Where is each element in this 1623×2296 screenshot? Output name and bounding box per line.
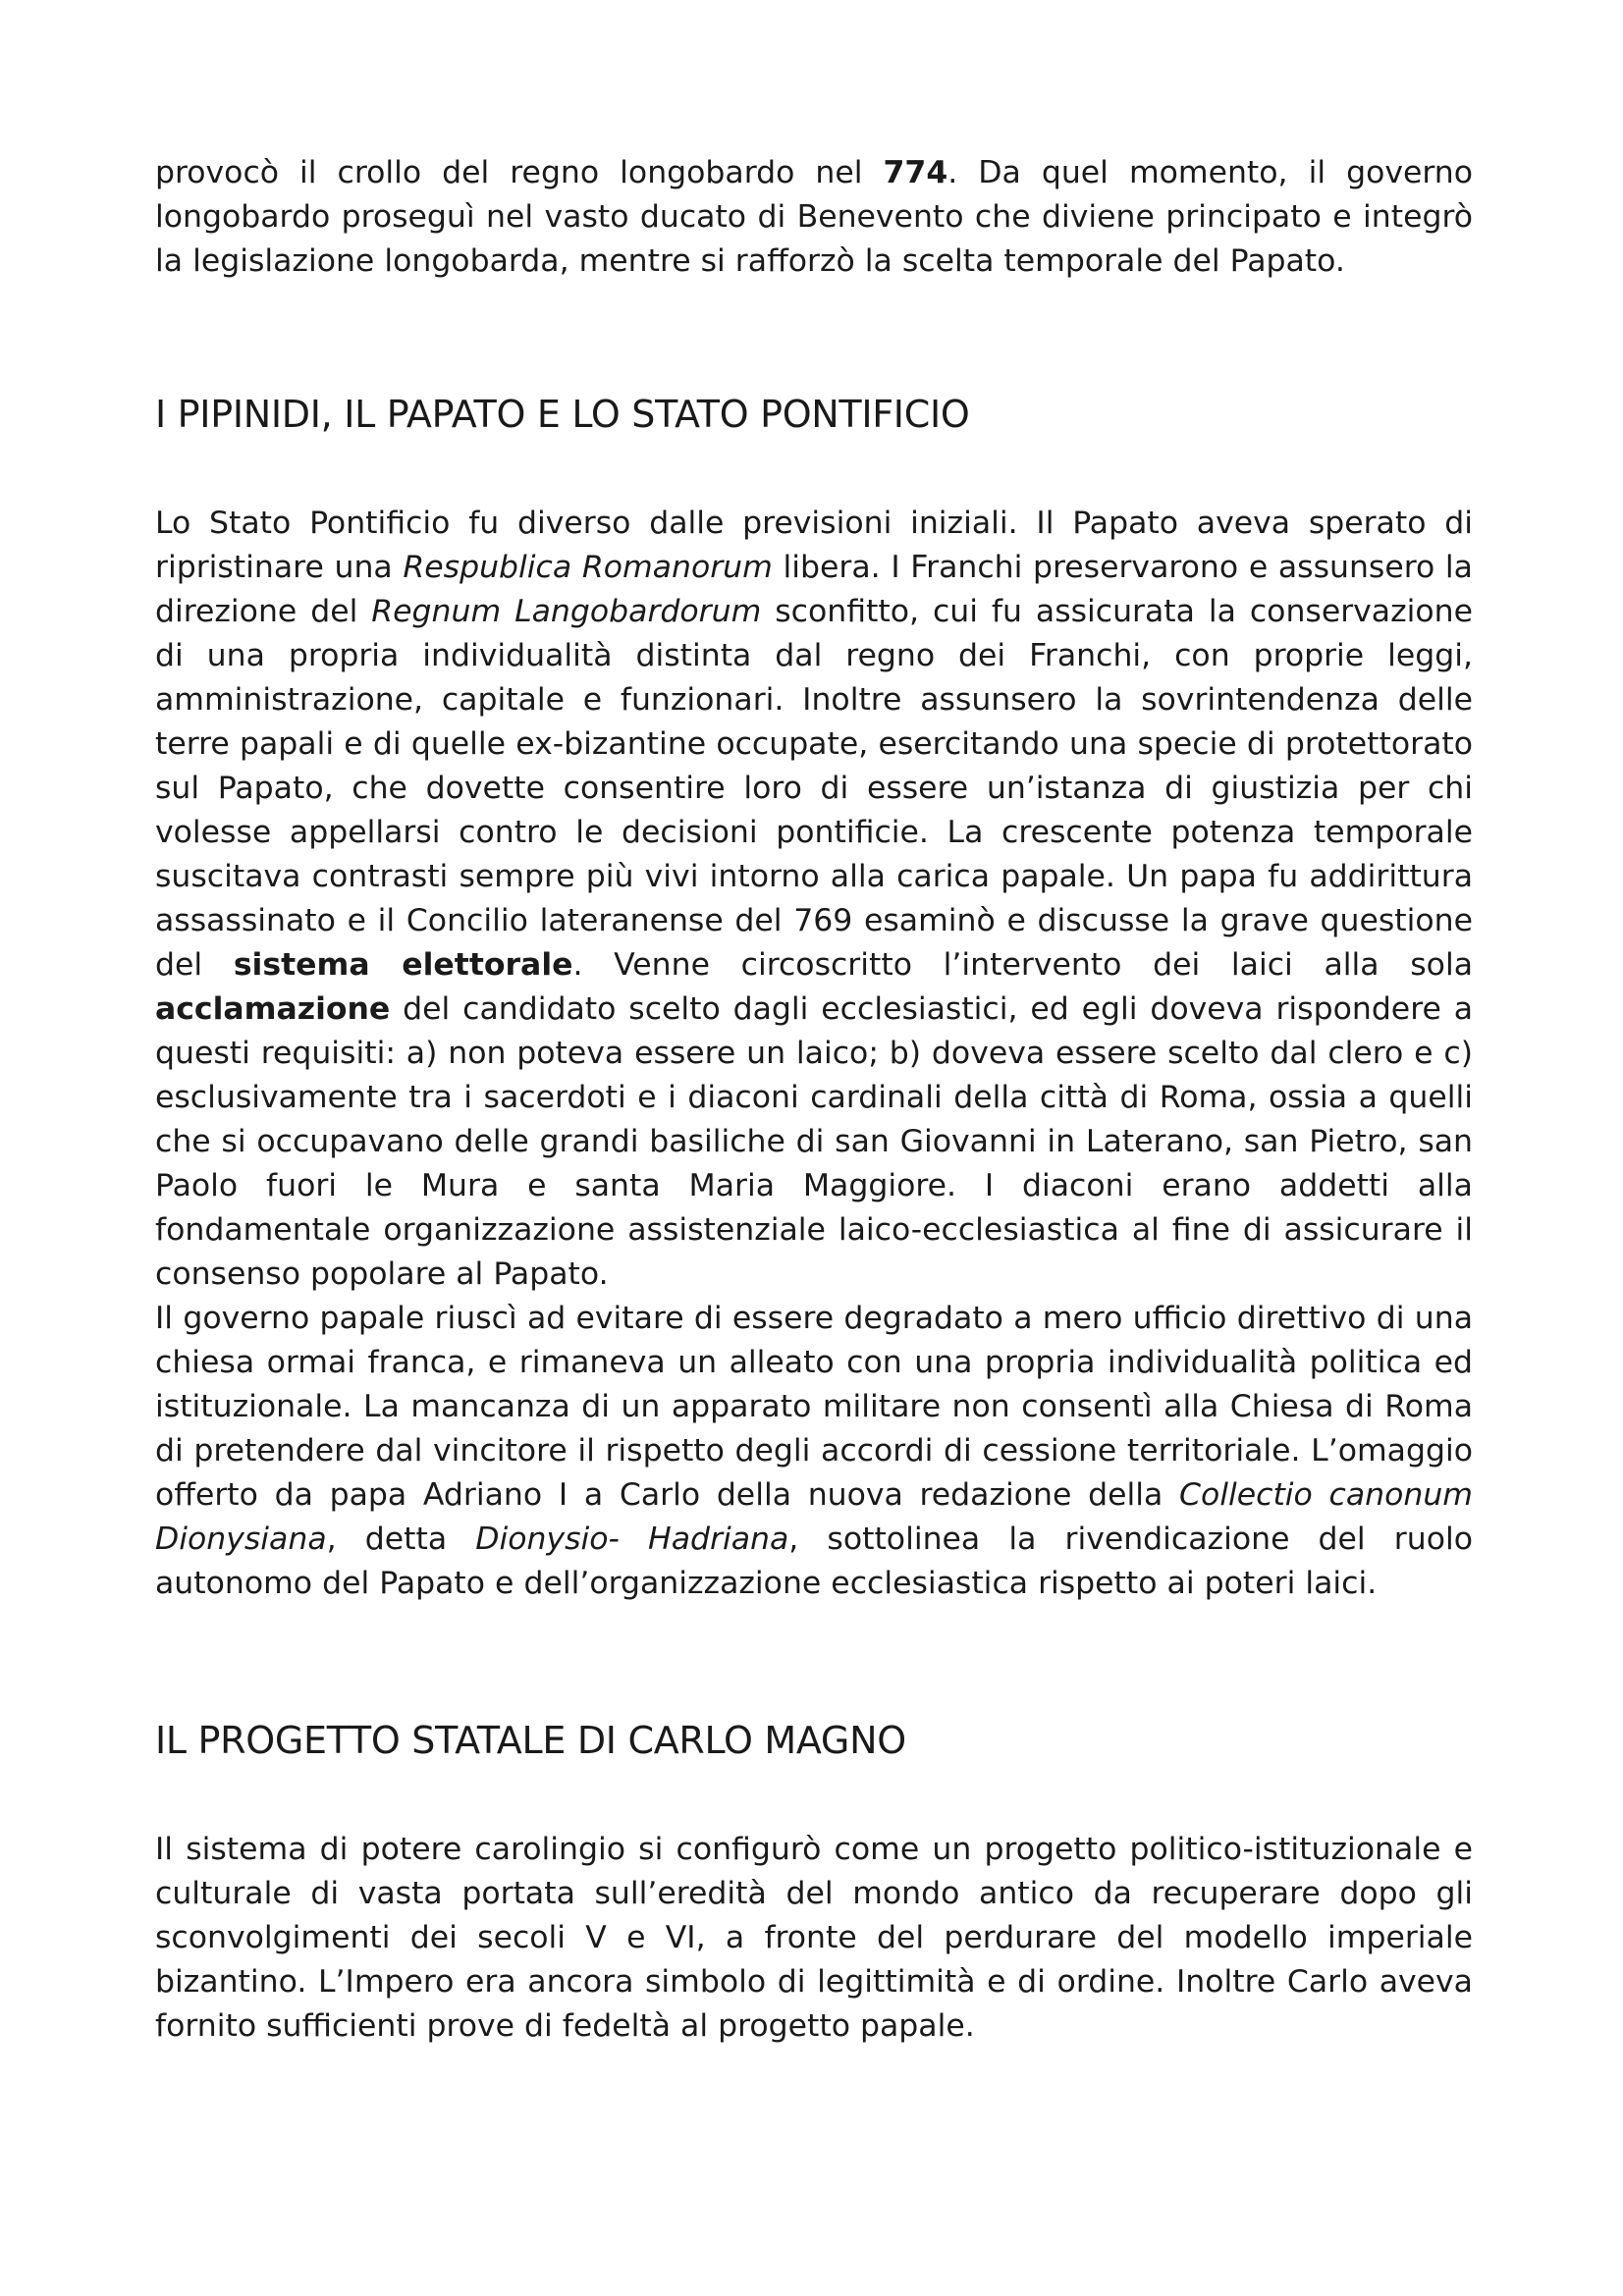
text-run: Lo Stato Pontificio fu diverso dalle previsioni iniziali. Il Papato aveva sperato di ripristinare una [155, 506, 1473, 585]
italic-term: Collectio canonum Dionysiana [155, 1477, 1473, 1557]
paragraph-governo-papale [155, 1297, 1473, 1606]
text-run: , sottolinea la rivendicazione del ruolo autonomo del Papato e dell’organizzazione ecclesiastica rispetto ai poteri laici. [155, 1522, 1473, 1601]
text-run: , detta [326, 1522, 476, 1557]
bold-year: 774 [883, 155, 948, 190]
text-run: sconfitto, cui fu assicurata la conservazione di una propria individualità distinta dal regno dei Franchi, con proprie leggi, amministrazione, capitale e funzionari. Inoltre assunsero la sovrintendenza delle terre papali e di quelle ex-bizantine occupate, esercitando una specie di protettorato sul Papato, che dovette consentire loro di essere un’istanza di giustizia per chi volesse appellarsi contro le decisioni pontificie. La crescente potenza temporale suscitava contrasti sempre più vivi intorno alla carica papale. Un papa fu addirittura assassinato e il Concilio lateranense del 769 esaminò e discusse la grave questione del [155, 594, 1474, 983]
text-run: libera. I Franchi preservarono e assunsero la direzione del [155, 550, 1473, 629]
text-run: . Venne circoscritto l’intervento dei laici alla sola [572, 947, 1473, 983]
italic-term: Dionysio- Hadriana [475, 1522, 789, 1557]
document-page [155, 151, 1473, 2049]
bold-term: acclamazione [155, 991, 391, 1027]
paragraph-sistema-carolingio [155, 1828, 1473, 2049]
text-run: provocò il crollo del regno longobardo nel [155, 155, 884, 190]
section-heading-carlo-magno: IL PROGETTO STATALE DI CARLO MAGNO [155, 1719, 906, 1762]
text-run: del candidato scelto dagli ecclesiastici, ed egli doveva rispondere a questi requisiti: a) non poteva essere un laico; b) doveva essere scelto dal clero e c) esclusivamente tra i sacerdoti e i diaconi cardinali della città di Roma, ossia a quelli che si occupavano delle grandi basiliche di san Giovanni in Laterano, san Pietro, san Paolo fuori le Mura e santa Maria Maggiore. I diaconi erano addetti alla fondamentale organizzazione assistenziale laico-ecclesiastica al fine di assicurare il consenso popolare al Papato. [155, 991, 1473, 1292]
italic-term: Respublica Romanorum [403, 550, 773, 585]
text-run: Il governo papale riuscì ad evitare di essere degradato a mero ufficio direttivo di una chiesa ormai franca, e rimaneva un alleato con una propria individualità politica ed istituzionale. La mancanza di un apparato militare non consentì alla Chiesa di Roma di pretendere dal vincitore il rispetto degli accordi di cessione territoriale. L’omaggio offerto da papa Adriano I a Carlo della nuova redazione della [155, 1301, 1473, 1513]
bold-term: sistema elettorale [233, 947, 573, 983]
italic-term: Regnum Langobardorum [371, 594, 762, 629]
text-run: . Da quel momento, il governo longobardo proseguì nel vasto ducato di Benevento che diviene principato e integrò la legislazione longobarda, mentre si rafforzò la scelta temporale del Papato. [155, 155, 1473, 279]
text-run: Il sistema di potere carolingio si configurò come un progetto politico-istituzionale e culturale di vasta portata sull’eredità del mondo antico da recuperare dopo gli sconvolgimenti dei secoli V e VI, a fronte del perdurare del modello imperiale bizantino. L’Impero era ancora simbolo di legittimità e di ordine. Inoltre Carlo aveva fornito sufficienti prove di fedeltà al progetto papale. [155, 1832, 1473, 2044]
section-heading-pipinidi: I PIPINIDI, IL PAPATO E LO STATO PONTIFICIO [155, 393, 970, 436]
paragraph-intro [155, 151, 1473, 284]
paragraph-stato-pontificio [155, 502, 1473, 1297]
